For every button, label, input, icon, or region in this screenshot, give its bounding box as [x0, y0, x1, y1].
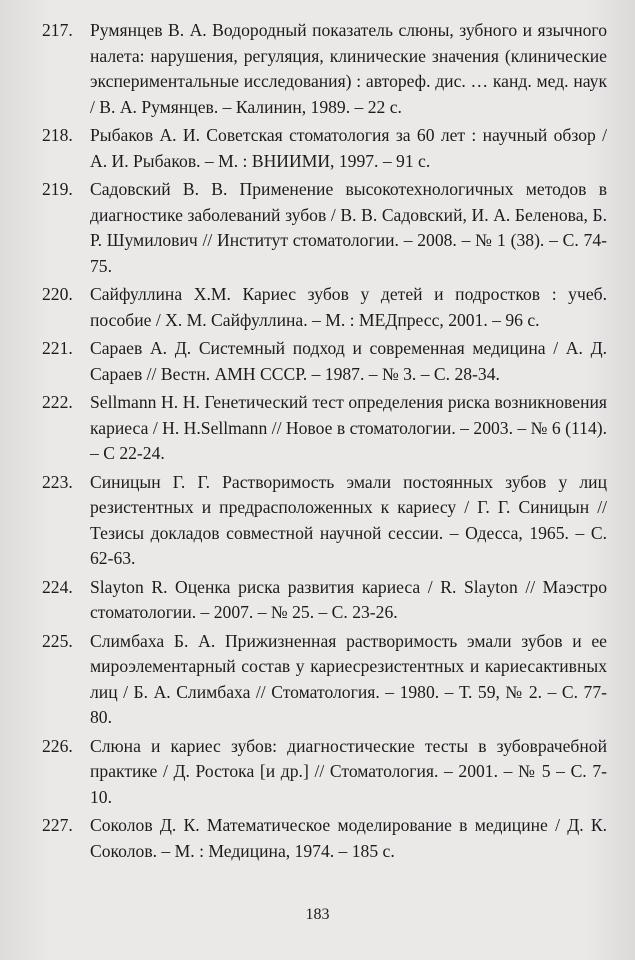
reference-entry — [42, 734, 607, 811]
reference-text: Садовский В. В. Применение высокотехнологичных методов в диагностике заболеваний зубов / В. В. Садовский, И. А. Беленова, Б. Р. Шумилович // Институт стоматологии. – 2008. – № 1 (38). – С. 74-75. — [90, 179, 607, 276]
reference-text: Слюна и кариес зубов: диагностические тесты в зубоврачебной практике / Д. Ростока [и др.] // Стоматология. – 2001. – № 5 – С. 7-10. — [90, 735, 607, 807]
reference-number: 220. — [42, 284, 73, 304]
reference-entry — [42, 390, 607, 467]
reference-number: 222. — [42, 392, 73, 412]
reference-text: Синицын Г. Г. Растворимость эмали постоянных зубов у лиц резистентных и предрасположенных к кариесу / Г. Г. Синицын // Тезисы докладов совместной научной сессии. – Одесса, 1965. – С. 62-63. — [90, 471, 607, 568]
reference-number: 219. — [42, 179, 73, 199]
reference-entry — [42, 470, 607, 572]
reference-entry — [42, 282, 607, 333]
reference-number: 227. — [42, 815, 73, 835]
reference-text: Соколов Д. К. Математическое моделирование в медицине / Д. К. Соколов. – М. : Медицина, 1974. – 185 с. — [90, 815, 607, 861]
reference-text: Сайфуллина Х.М. Кариес зубов у детей и подростков : учеб. пособие / Х. М. Сайфуллина. – М. : МЕДпресс, 2001. – 96 с. — [90, 284, 607, 330]
reference-text: Slayton R. Оценка риска развития кариеса / R. Slayton // Маэстро стоматологии. – 2007. – № 25. – С. 23-26. — [90, 576, 607, 622]
reference-number: 218. — [42, 125, 73, 145]
reference-number: 221. — [42, 338, 73, 358]
reference-text: Румянцев В. А. Водородный показатель слюны, зубного и язычного налета: нарушения, регуляция, клинические значения (клинические экспериментальные исследования) : автореф. дис. … канд. мед. наук / В. А. Румянцев. – Калинин, 1989. – 22 с. — [90, 20, 607, 117]
reference-number: 223. — [42, 471, 73, 492]
reference-entry — [42, 336, 607, 387]
reference-text: Сараев А. Д. Системный подход и современная медицина / А. Д. Сараев // Вестн. АМН СССР. – 1987. – № 3. – С. 28-34. — [90, 338, 607, 384]
reference-text: Слимбаха Б. А. Прижизненная растворимость эмали зубов и ее мироэлементарный состав у кариесрезистентных и кариесактивных лиц / Б. А. Слимбаха // Стоматология. – 1980. – Т. 59, № 2. – С. 77-80. — [90, 630, 607, 727]
reference-text: Рыбаков А. И. Советская стоматология за 60 лет : научный обзор / А. И. Рыбаков. – М. : ВНИИМИ, 1997. – 91 с. — [90, 125, 607, 171]
reference-number: 217. — [42, 20, 73, 40]
reference-number: 226. — [42, 735, 73, 756]
reference-list — [42, 18, 607, 867]
reference-entry — [42, 629, 607, 731]
reference-entry — [42, 18, 607, 120]
page-number: 183 — [305, 906, 330, 923]
reference-entry — [42, 575, 607, 626]
reference-entry — [42, 123, 607, 174]
reference-number: 224. — [42, 576, 73, 597]
reference-entry — [42, 813, 607, 864]
reference-number: 225. — [42, 630, 73, 651]
reference-text: Sellmann H. H. Генетический тест определения риска возникновения кариеса / H. H.Sellmann // Новое в стоматологии. – 2003. – № 6 (114). – С 22-24. — [90, 392, 607, 463]
reference-entry — [42, 177, 607, 279]
